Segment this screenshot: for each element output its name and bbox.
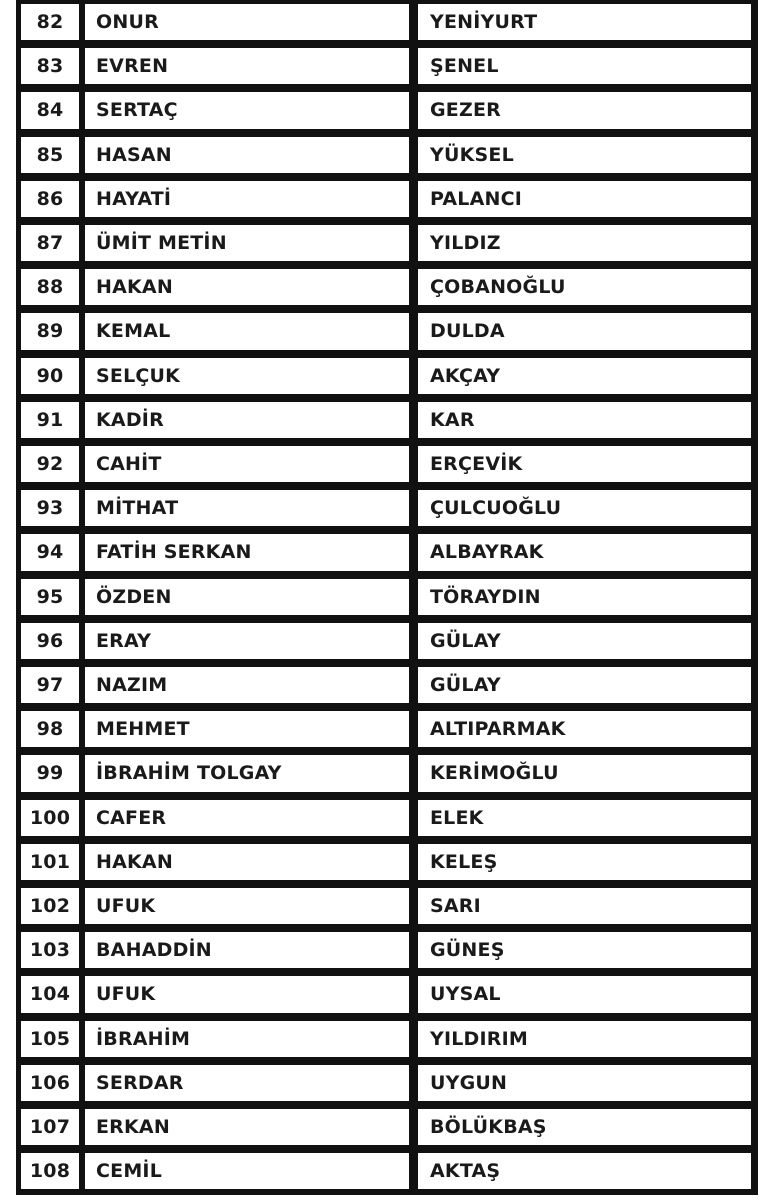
row-number: 85 xyxy=(21,137,79,173)
first-name: SELÇUK xyxy=(85,358,409,394)
first-name: SERDAR xyxy=(85,1065,409,1101)
first-name: UFUK xyxy=(85,888,409,924)
row-number: 87 xyxy=(21,225,79,261)
row-number: 98 xyxy=(21,711,79,747)
first-name: CEMİL xyxy=(85,1153,409,1189)
last-name: AKÇAY xyxy=(418,358,751,394)
table-row xyxy=(16,0,758,44)
last-name: YÜKSEL xyxy=(418,137,751,173)
row-number: 107 xyxy=(21,1109,79,1145)
last-name: YILDIZ xyxy=(418,225,751,261)
row-number: 89 xyxy=(21,313,79,349)
row-number: 84 xyxy=(21,92,79,128)
last-name: GÜNEŞ xyxy=(418,932,751,968)
first-name: KADİR xyxy=(85,402,409,438)
row-number: 108 xyxy=(21,1153,79,1189)
row-number: 104 xyxy=(21,976,79,1012)
row-number: 86 xyxy=(21,181,79,217)
first-name: HAYATİ xyxy=(85,181,409,217)
last-name: ALTIPARMAK xyxy=(418,711,751,747)
table-row xyxy=(16,707,758,751)
row-number: 105 xyxy=(21,1021,79,1057)
row-number: 102 xyxy=(21,888,79,924)
table-row xyxy=(16,442,758,486)
table-row xyxy=(16,840,758,884)
last-name: ALBAYRAK xyxy=(418,534,751,570)
table-row xyxy=(16,884,758,928)
first-name: UFUK xyxy=(85,976,409,1012)
row-number: 106 xyxy=(21,1065,79,1101)
first-name: İBRAHİM TOLGAY xyxy=(85,755,409,791)
row-number: 82 xyxy=(21,4,79,40)
row-number: 97 xyxy=(21,667,79,703)
table-row xyxy=(16,133,758,177)
table-row xyxy=(16,1017,758,1061)
row-number: 95 xyxy=(21,579,79,615)
table-row xyxy=(16,221,758,265)
table-row xyxy=(16,265,758,309)
last-name: YENİYURT xyxy=(418,4,751,40)
first-name: MİTHAT xyxy=(85,490,409,526)
table-row xyxy=(16,796,758,840)
table-row xyxy=(16,398,758,442)
table-row xyxy=(16,972,758,1016)
table-row xyxy=(16,486,758,530)
last-name: ŞENEL xyxy=(418,48,751,84)
first-name: ERAY xyxy=(85,623,409,659)
last-name: ÇULCUOĞLU xyxy=(418,490,751,526)
row-number: 88 xyxy=(21,269,79,305)
last-name: ERÇEVİK xyxy=(418,446,751,482)
row-number: 93 xyxy=(21,490,79,526)
table-row xyxy=(16,575,758,619)
table-row xyxy=(16,751,758,795)
table-row xyxy=(16,177,758,221)
table-row xyxy=(16,1061,758,1105)
table-row xyxy=(16,928,758,972)
first-name: EVREN xyxy=(85,48,409,84)
row-number: 100 xyxy=(21,800,79,836)
last-name: GÜLAY xyxy=(418,623,751,659)
last-name: UYSAL xyxy=(418,976,751,1012)
last-name: UYGUN xyxy=(418,1065,751,1101)
row-number: 90 xyxy=(21,358,79,394)
last-name: BÖLÜKBAŞ xyxy=(418,1109,751,1145)
row-number: 83 xyxy=(21,48,79,84)
table-row xyxy=(16,530,758,574)
first-name: FATİH SERKAN xyxy=(85,534,409,570)
first-name: ERKAN xyxy=(85,1109,409,1145)
row-number: 99 xyxy=(21,755,79,791)
first-name: CAFER xyxy=(85,800,409,836)
first-name: MEHMET xyxy=(85,711,409,747)
row-number: 103 xyxy=(21,932,79,968)
last-name: PALANCI xyxy=(418,181,751,217)
last-name: GEZER xyxy=(418,92,751,128)
last-name: KERİMOĞLU xyxy=(418,755,751,791)
table-row xyxy=(16,1105,758,1149)
first-name: SERTAÇ xyxy=(85,92,409,128)
table-row xyxy=(16,1149,758,1193)
row-number: 94 xyxy=(21,534,79,570)
row-number: 91 xyxy=(21,402,79,438)
last-name: ELEK xyxy=(418,800,751,836)
table-row xyxy=(16,44,758,88)
last-name: DULDA xyxy=(418,313,751,349)
row-number: 92 xyxy=(21,446,79,482)
table-row xyxy=(16,663,758,707)
first-name: HAKAN xyxy=(85,844,409,880)
last-name: GÜLAY xyxy=(418,667,751,703)
first-name: HASAN xyxy=(85,137,409,173)
table-row xyxy=(16,354,758,398)
first-name: ÖZDEN xyxy=(85,579,409,615)
last-name: TÖRAYDIN xyxy=(418,579,751,615)
first-name: KEMAL xyxy=(85,313,409,349)
first-name: ONUR xyxy=(85,4,409,40)
first-name: CAHİT xyxy=(85,446,409,482)
first-name: HAKAN xyxy=(85,269,409,305)
first-name: İBRAHİM xyxy=(85,1021,409,1057)
row-number: 101 xyxy=(21,844,79,880)
last-name: SARI xyxy=(418,888,751,924)
first-name: BAHADDİN xyxy=(85,932,409,968)
last-name: KAR xyxy=(418,402,751,438)
first-name: ÜMİT METİN xyxy=(85,225,409,261)
row-number: 96 xyxy=(21,623,79,659)
table-row xyxy=(16,309,758,353)
table-row xyxy=(16,619,758,663)
last-name: ÇOBANOĞLU xyxy=(418,269,751,305)
first-name: NAZIM xyxy=(85,667,409,703)
last-name: KELEŞ xyxy=(418,844,751,880)
last-name: AKTAŞ xyxy=(418,1153,751,1189)
last-name: YILDIRIM xyxy=(418,1021,751,1057)
table-row xyxy=(16,88,758,132)
candidate-table xyxy=(16,0,758,1195)
